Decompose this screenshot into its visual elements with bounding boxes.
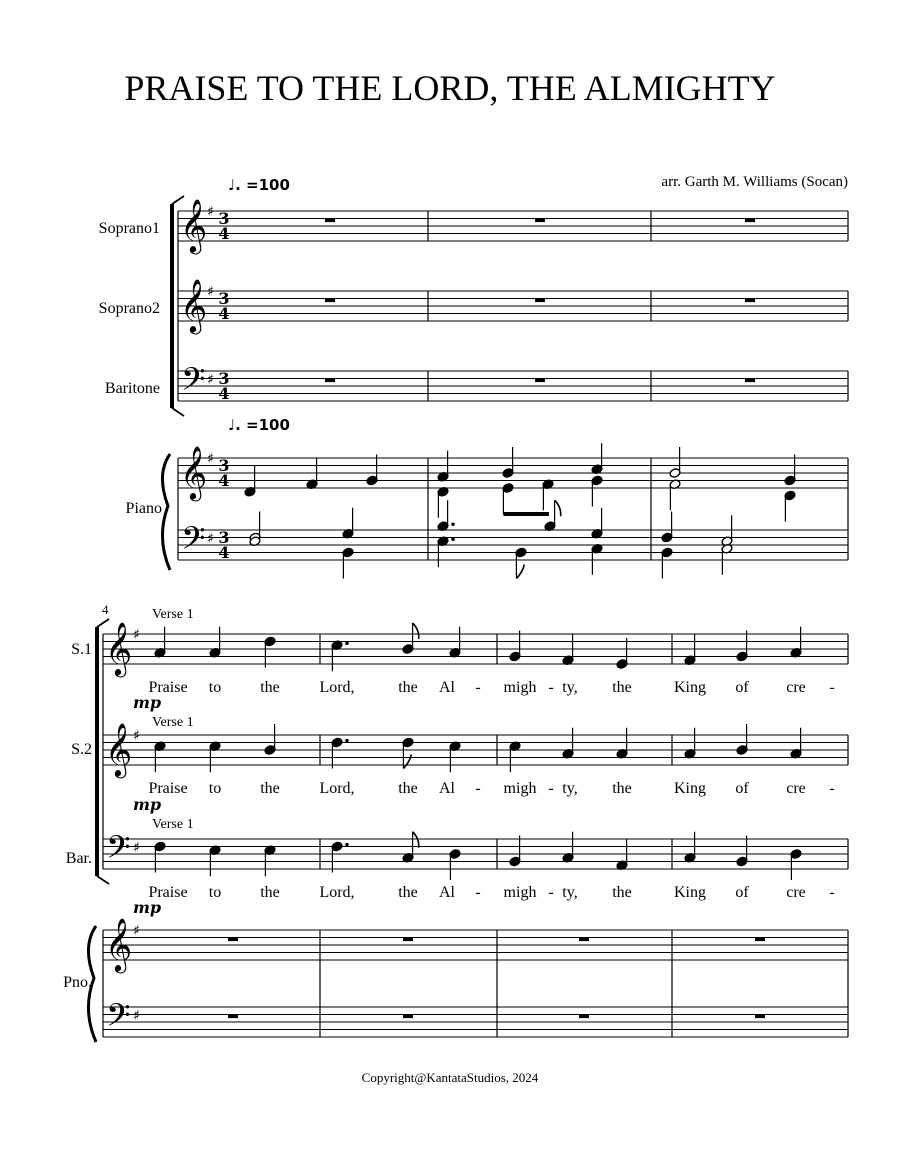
- bass-clef-icon: 𝄢: [106, 829, 131, 873]
- beam: [503, 512, 549, 516]
- time-signature-bottom: 4: [218, 304, 230, 323]
- whole-rest: [535, 219, 545, 223]
- lyric-syllable: cre: [786, 884, 806, 901]
- tempo-value: =100: [246, 176, 290, 194]
- quarter-note: [509, 631, 521, 662]
- lyric-syllable: the: [398, 780, 418, 797]
- quarter-note: [616, 839, 628, 870]
- lyric-syllable: Praise: [148, 780, 188, 797]
- sharp-icon: ♯: [207, 284, 214, 300]
- whole-rest: [579, 1015, 589, 1019]
- lyric-syllable: of: [735, 679, 749, 696]
- bass-clef-icon: 𝄢: [181, 361, 206, 405]
- quarter-note: [515, 547, 527, 578]
- instrument-label-soprano1: Soprano1: [98, 220, 160, 237]
- lyric-syllable: ty,: [562, 780, 578, 797]
- lyric-syllable: Al: [439, 780, 455, 797]
- lyric-syllable: Lord,: [319, 780, 355, 797]
- arranger-credit: arr. Garth M. Williams (Socan): [661, 174, 848, 190]
- note-flag: [413, 832, 419, 848]
- tempo-beat-glyph: ♩.: [228, 176, 241, 194]
- lyric-syllable: Al: [439, 679, 455, 696]
- lyric-syllable: King: [674, 884, 706, 901]
- quarter-note: [736, 836, 748, 867]
- whole-rest: [755, 938, 765, 942]
- quarter-note: [244, 466, 256, 497]
- note-flag: [403, 755, 411, 769]
- note-flag: [516, 565, 524, 579]
- quarter-note: [684, 832, 696, 863]
- quarter-note: [562, 634, 574, 665]
- quarter-note: [209, 627, 221, 658]
- quarter-note: [502, 483, 514, 514]
- lyric-syllable: -: [475, 679, 481, 696]
- quarter-note: [264, 724, 276, 755]
- score-title: PRAISE TO THE LORD, THE ALMIGHTY: [124, 68, 776, 108]
- dynamic-marking: mp: [133, 898, 162, 917]
- lyric-syllable: King: [674, 780, 706, 797]
- quarter-note: [784, 455, 796, 486]
- whole-rest: [745, 379, 755, 383]
- bass-clef-icon: 𝄢: [181, 520, 206, 564]
- quarter-note: [684, 728, 696, 759]
- lyric-syllable: ty,: [562, 884, 578, 901]
- lyric-syllable: Praise: [148, 884, 188, 901]
- augmentation-dot: [451, 522, 455, 526]
- quarter-note: [402, 832, 419, 863]
- quarter-note: [790, 849, 802, 880]
- lyric-syllable: Praise: [148, 679, 188, 696]
- quarter-note: [437, 500, 455, 531]
- lyrics-line-s2: [148, 780, 834, 797]
- whole-rest: [535, 379, 545, 383]
- tempo-marking-voices: [228, 176, 290, 194]
- lyric-syllable: the: [612, 679, 632, 696]
- tempo-marking-piano: [228, 416, 290, 434]
- lyric-syllable: -: [475, 884, 481, 901]
- treble-clef-icon: 𝄞: [105, 621, 133, 675]
- treble-clef-icon: 𝄞: [105, 917, 133, 971]
- quarter-note: [449, 849, 461, 880]
- whole-rest: [579, 938, 589, 942]
- whole-rest: [745, 219, 755, 223]
- quarter-note: [437, 536, 455, 567]
- lyric-syllable: of: [735, 780, 749, 797]
- quarter-note: [616, 728, 628, 759]
- treble-clef-icon: 𝄞: [180, 445, 208, 499]
- sharp-icon: ♯: [133, 1008, 140, 1024]
- lyric-syllable: King: [674, 679, 706, 696]
- whole-rest: [403, 938, 413, 942]
- whole-rest: [228, 1015, 238, 1019]
- quarter-note: [562, 832, 574, 863]
- quarter-note: [449, 627, 461, 658]
- lyric-syllable: the: [260, 884, 280, 901]
- staff-piano-bass: [178, 530, 848, 560]
- lyric-syllable: to: [208, 780, 222, 797]
- quarter-note: [264, 845, 276, 876]
- whole-rest: [325, 299, 335, 303]
- half-note: [721, 515, 733, 546]
- quarter-note: [684, 634, 696, 665]
- quarter-note: [331, 737, 349, 768]
- quarter-note: [509, 741, 521, 772]
- dynamic-marking: mp: [133, 795, 162, 814]
- lyric-syllable: -: [475, 780, 481, 797]
- half-note: [669, 479, 681, 510]
- quarter-note: [366, 455, 378, 486]
- quarter-note: [331, 841, 349, 872]
- whole-rest: [745, 299, 755, 303]
- augmentation-dot: [345, 739, 349, 743]
- lyric-syllable: the: [612, 780, 632, 797]
- instrument-label-baritone: Baritone: [104, 380, 160, 397]
- sharp-icon: ♯: [133, 728, 140, 744]
- note-flag: [555, 500, 561, 516]
- staff-piano-treble: [103, 930, 848, 960]
- sharp-icon: ♯: [207, 204, 214, 220]
- verse-label: Verse 1: [152, 607, 194, 622]
- quarter-note: [784, 490, 796, 521]
- time-signature-bottom: 4: [218, 384, 230, 403]
- quarter-note: [736, 631, 748, 662]
- lyric-syllable: the: [260, 780, 280, 797]
- quarter-note: [591, 475, 603, 506]
- verse-label: Verse 1: [152, 715, 194, 730]
- quarter-note: [591, 508, 603, 539]
- half-note: [721, 543, 733, 574]
- tempo-value: =100: [246, 416, 290, 434]
- augmentation-dot: [451, 537, 455, 541]
- sharp-icon: ♯: [207, 531, 214, 547]
- quarter-note: [437, 451, 449, 482]
- staff-voice-1: [178, 211, 848, 241]
- augmentation-dot: [345, 641, 349, 645]
- lyric-syllable: -: [829, 780, 835, 797]
- lyric-syllable: to: [208, 884, 222, 901]
- sharp-icon: ♯: [207, 451, 214, 467]
- quarter-note: [449, 741, 461, 772]
- lyric-syllable: the: [260, 679, 280, 696]
- instrument-label-s1: S.1: [71, 641, 92, 658]
- time-signature-bottom: 4: [218, 471, 230, 490]
- quarter-note: [661, 512, 673, 543]
- staff-voice-2: [178, 291, 848, 321]
- tempo-beat-glyph: ♩.: [228, 416, 241, 434]
- time-signature-top: 3: [218, 289, 230, 308]
- quarter-note: [331, 640, 349, 671]
- time-signature-bottom: 4: [218, 543, 230, 562]
- quarter-note: [342, 547, 354, 578]
- staff-piano-bass: [103, 1007, 848, 1037]
- lyric-syllable: -: [829, 679, 835, 696]
- bass-clef-icon: 𝄢: [106, 997, 131, 1041]
- whole-rest: [403, 1015, 413, 1019]
- instrument-label-pno: Pno.: [63, 974, 92, 991]
- music-notation: [88, 196, 848, 1042]
- lyric-syllable: cre: [786, 679, 806, 696]
- quarter-note: [591, 543, 603, 574]
- half-note: [669, 447, 681, 478]
- lyric-syllable: -: [548, 884, 554, 901]
- sharp-icon: ♯: [133, 627, 140, 643]
- lyric-syllable: -: [829, 884, 835, 901]
- instrument-label-soprano2: Soprano2: [98, 300, 160, 317]
- staff-voice-3: [178, 371, 848, 401]
- quarter-note: [154, 741, 166, 772]
- quarter-note: [209, 845, 221, 876]
- lyric-syllable: to: [208, 679, 222, 696]
- time-signature-top: 3: [218, 528, 230, 547]
- lyric-syllable: Lord,: [319, 679, 355, 696]
- augmentation-dot: [345, 843, 349, 847]
- whole-rest: [755, 1015, 765, 1019]
- quarter-note: [154, 627, 166, 658]
- quarter-note: [209, 741, 221, 772]
- verse-label: Verse 1: [152, 817, 194, 832]
- lyric-syllable: Lord,: [319, 884, 355, 901]
- instrument-label-piano: Piano: [125, 500, 162, 517]
- lyric-syllable: -: [548, 679, 554, 696]
- lyric-syllable: the: [398, 884, 418, 901]
- quarter-note: [509, 836, 521, 867]
- lyric-syllable: Al: [439, 884, 455, 901]
- lyrics-line-bar: [148, 884, 834, 901]
- quarter-note: [562, 728, 574, 759]
- dynamic-marking: mp: [133, 693, 162, 712]
- piano-brace: [162, 454, 170, 570]
- whole-rest: [325, 219, 335, 223]
- time-signature-bottom: 4: [218, 224, 230, 243]
- quarter-note: [402, 737, 414, 768]
- lyric-syllable: migh: [503, 780, 537, 797]
- quarter-note: [790, 728, 802, 759]
- sharp-icon: ♯: [133, 840, 140, 856]
- lyric-syllable: migh: [503, 679, 537, 696]
- instrument-label-s2: S.2: [71, 741, 92, 758]
- lyrics-line-s1: [148, 679, 834, 696]
- time-signature-top: 3: [218, 456, 230, 475]
- quarter-note: [661, 547, 673, 578]
- time-signature-top: 3: [218, 369, 230, 388]
- quarter-note: [502, 447, 514, 478]
- whole-rest: [535, 299, 545, 303]
- whole-rest: [325, 379, 335, 383]
- measure-number: 4: [102, 602, 109, 617]
- sharp-icon: ♯: [133, 923, 140, 939]
- instrument-label-bar: Bar.: [65, 850, 92, 867]
- lyric-syllable: ty,: [562, 679, 578, 696]
- quarter-note: [736, 724, 748, 755]
- lyric-syllable: -: [548, 780, 554, 797]
- quarter-note: [154, 841, 166, 872]
- sharp-icon: ♯: [207, 372, 214, 388]
- quarter-note: [542, 479, 554, 510]
- treble-clef-icon: 𝄞: [105, 722, 133, 776]
- quarter-note: [342, 508, 354, 539]
- quarter-note: [616, 638, 628, 669]
- time-signature-top: 3: [218, 209, 230, 228]
- treble-clef-icon: 𝄞: [180, 198, 208, 252]
- lyric-syllable: the: [612, 884, 632, 901]
- note-flag: [413, 623, 419, 639]
- quarter-note: [790, 627, 802, 658]
- quarter-note: [306, 458, 318, 489]
- quarter-note: [402, 623, 419, 654]
- lyric-syllable: migh: [503, 884, 537, 901]
- copyright-notice: Copyright@KantataStudios, 2024: [361, 1070, 539, 1085]
- quarter-note: [591, 443, 603, 474]
- lyric-syllable: cre: [786, 780, 806, 797]
- quarter-note: [264, 636, 276, 667]
- treble-clef-icon: 𝄞: [180, 278, 208, 332]
- whole-rest: [228, 938, 238, 942]
- lyric-syllable: of: [735, 884, 749, 901]
- lyric-syllable: the: [398, 679, 418, 696]
